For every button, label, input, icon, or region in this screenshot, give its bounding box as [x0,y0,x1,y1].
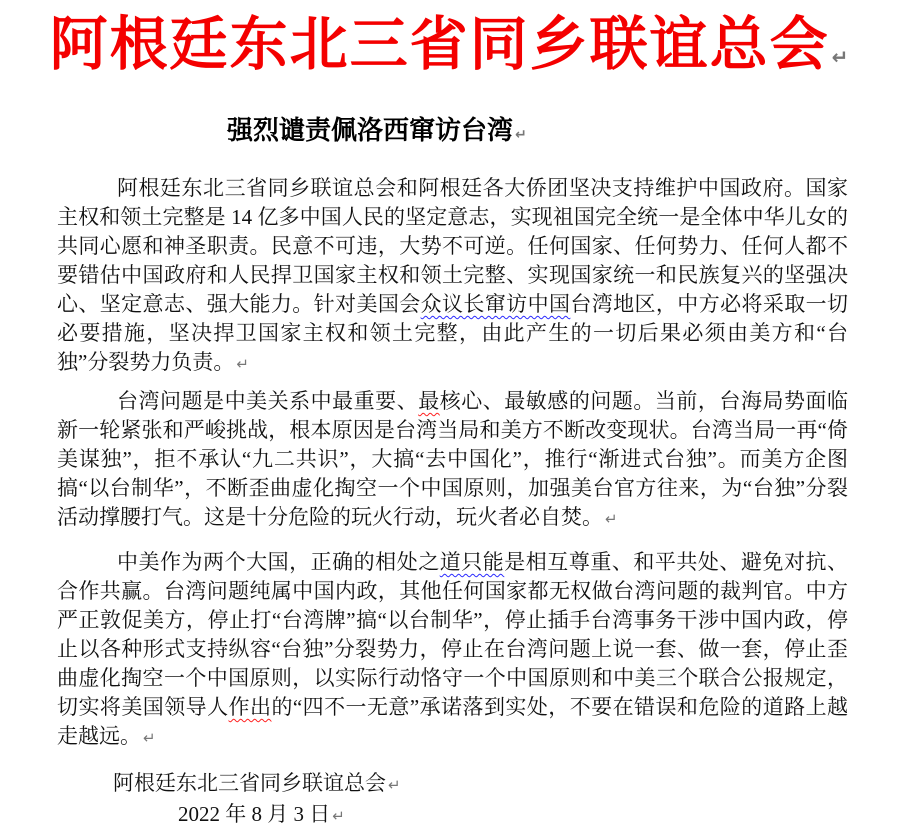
date-text: 2022 年 8 月 3 日 [178,802,331,826]
document-title [0,0,898,90]
text-run: 核心、最敏感的问题。当前，台海局势面临新一轮紧张和严峻挑战，根本原因是台湾当局和美方不断改变现状。台湾当局一再“倚美谋独”，拒不承认“九二共识”，大搞“去中国化”，推行“渐进式台独”。而美方企图搞“以台制华”，不断歪曲虚化掏空一个中国原则，加强美台官方往来，为“台独”分裂活动撑腰打气。这是十分危险的玩火行动，玩火者必自焚。 [57,389,849,529]
spellcheck-wavy-blue: 众议长窜访中国 [420,292,571,316]
signature-text: 阿根廷东北三省同乡联谊总会 [113,771,386,795]
paragraph [57,387,848,534]
text-run: 台湾问题是中美关系中最重要、 [117,389,419,413]
paragraph [57,174,848,379]
spellcheck-wavy-red: 作出 [228,695,272,719]
text-run: 是相互尊重、和平共处、避免对抗、合作共赢。台湾问题纯属中国内政，其他任何国家都无权做台湾问题的裁判官。中方严正敦促美方，停止打“台湾牌”搞“以台制华”，停止插手台湾事务干涉中国内政，停止以各种形式支持纵容“台独”分裂势力，停止在台湾问题上说一套、做一套，停止歪曲虚化掏空一个中国原则，以实际行动恪守一个中国原则和中美三个联合公报规定，切实将美国领导人 [57,550,849,719]
signature-line [57,769,848,800]
spellcheck-wavy-blue: 道只能 [439,550,505,574]
date-line [57,800,848,831]
text-run: 的“四不一无意”承诺落到实处，不要在错误和危险的道路上越走越远。 [57,695,849,748]
body-paragraphs [57,174,848,753]
text-run: 阿根廷东北三省同乡联谊总会和阿根廷各大侨团坚决支持维护中国政府。国家主权和领土完整是 14 亿多中国人民的坚定意志，实现祖国完全统一是全体中华儿女的共同心愿和神圣职责。民意不可违，大势不可逆。任何国家、任何势力、任何人都不要错估中国政府和人民捍卫国家主权和领土完整、实现国家统一和民族复兴的坚强决心、坚定意志、强大能力。针对美国会 [57,176,848,316]
text-run: 中美作为两个大国，正确的相处之 [117,550,440,574]
paragraph-mark: ↵ [515,127,527,143]
document-subtitle [0,114,898,152]
document-subtitle-text: 强烈谴责佩洛西窜访台湾 [227,116,514,145]
text-run: 台湾地区，中方必将采取一切必要措施，坚决捍卫国家主权和领土完整，由此产生的一切后果必须由美方和“台独”分裂势力负责。 [57,292,849,374]
paragraph-mark: ↵ [143,729,156,747]
paragraph-mark: ↵ [831,45,849,69]
paragraph-mark: ↵ [236,355,249,373]
document-title-text: 阿根廷东北三省同乡联谊总会 [49,12,830,77]
spellcheck-wavy-red: 最 [418,389,440,413]
paragraph-mark: ↵ [332,807,345,825]
paragraph [57,548,848,753]
paragraph-mark: ↵ [388,776,401,794]
paragraph-mark: ↵ [605,510,618,528]
